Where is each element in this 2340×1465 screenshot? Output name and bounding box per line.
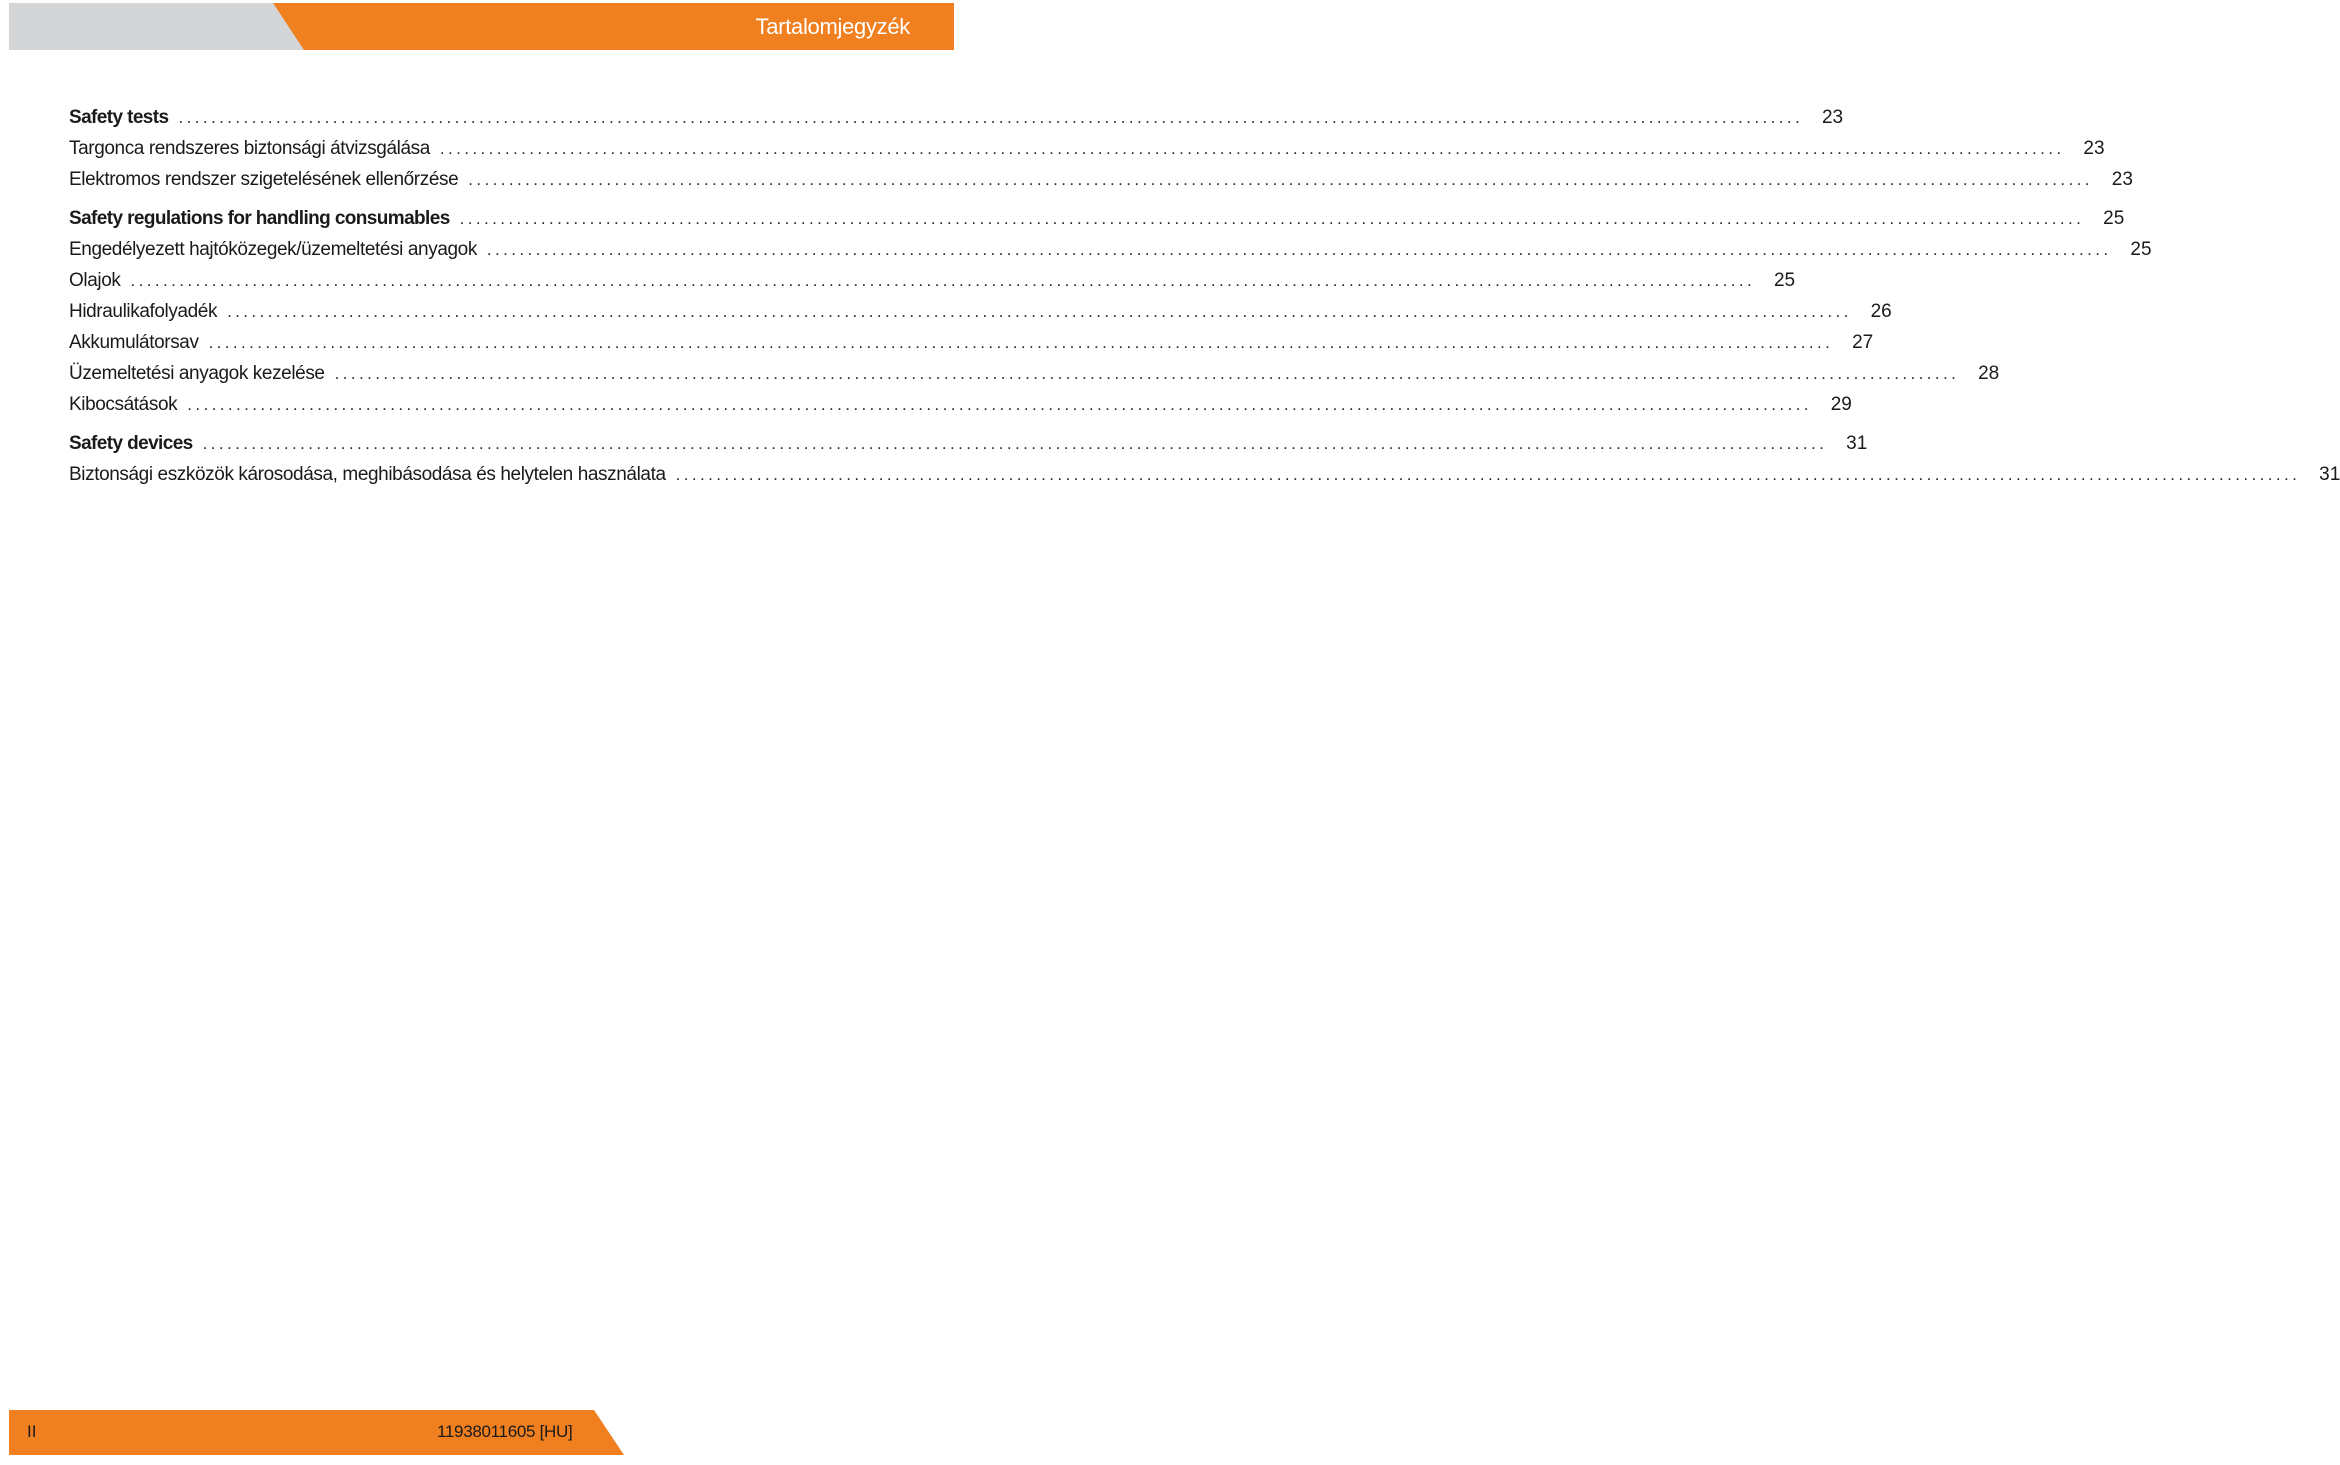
toc-entry-label: Elektromos rendszer szigetelésének ellenőrzése <box>69 169 459 190</box>
toc-page-number: 28 <box>1978 363 2000 384</box>
toc-entry-label: Hidraulikafolyadék <box>69 301 218 322</box>
toc-entry-row[interactable] <box>69 234 2152 265</box>
toc-page-number: 23 <box>1821 107 1844 128</box>
toc-entry-label: Kibocsátások <box>69 394 178 415</box>
toc-entry-label: Engedélyezett hajtóközegek/üzemeltetési anyagok <box>69 239 477 260</box>
table-of-contents <box>69 102 2340 490</box>
toc-section-row[interactable] <box>69 102 1844 133</box>
dot-leader: ........................................................................................................................................................................................................ <box>486 240 2112 259</box>
toc-page-number: 27 <box>1852 332 1874 353</box>
dot-leader: ........................................................................................................................................................................................................ <box>675 465 2301 484</box>
toc-section-row[interactable] <box>69 203 2125 234</box>
still-logo <box>780 1432 955 1458</box>
toc-entry-row[interactable] <box>69 327 1874 358</box>
toc-entry-label: Üzemeltetési anyagok kezelése <box>69 363 325 384</box>
dot-leader: ........................................................................................................................................................................................................ <box>130 271 1756 290</box>
toc-entry-label: Targonca rendszeres biztonsági átvizsgálása <box>69 138 430 159</box>
toc-section-label: Safety regulations for handling consumables <box>69 208 450 229</box>
toc-page-number: 23 <box>2111 169 2133 190</box>
toc-page-number: 31 <box>1846 433 1868 454</box>
footer-page-number: II <box>27 1422 37 1441</box>
toc-section-label: Safety devices <box>69 433 193 454</box>
dot-leader: ........................................................................................................................................................................................................ <box>459 209 2085 228</box>
toc-entry-row[interactable] <box>69 265 1796 296</box>
toc-page-number: 26 <box>1870 301 1892 322</box>
toc-section-label: Safety tests <box>69 107 169 128</box>
dot-leader: ........................................................................................................................................................................................................ <box>439 139 2065 158</box>
toc-entry-row[interactable] <box>69 358 2000 389</box>
toc-page-number: 31 <box>2319 464 2340 485</box>
toc-entry-row[interactable] <box>69 389 1852 420</box>
footer-document-code: 11938011605 [HU] <box>437 1422 573 1441</box>
dot-leader: ........................................................................................................................................................................................................ <box>178 108 1804 127</box>
dot-leader: ........................................................................................................................................................................................................ <box>468 170 2093 189</box>
dot-leader: ........................................................................................................................................................................................................ <box>208 333 1834 352</box>
dot-leader: ........................................................................................................................................................................................................ <box>202 434 1828 453</box>
toc-entry-label: Akkumulátorsav <box>69 332 199 353</box>
dot-leader: ........................................................................................................................................................................................................ <box>187 395 1812 414</box>
toc-entry-label: Olajok <box>69 270 121 291</box>
toc-section-row[interactable] <box>69 428 1868 459</box>
toc-page-number: 25 <box>2130 239 2152 260</box>
toc-entry-row[interactable] <box>69 164 2133 195</box>
toc-page-number: 25 <box>2103 208 2125 229</box>
dot-leader: ........................................................................................................................................................................................................ <box>227 302 1852 321</box>
toc-page-number: 29 <box>1830 394 1852 415</box>
page-title: Tartalomjegyzék <box>755 14 910 39</box>
dot-leader: ........................................................................................................................................................................................................ <box>334 364 1960 383</box>
toc-entry-row[interactable] <box>69 459 2340 490</box>
toc-entry-row[interactable] <box>69 296 1892 327</box>
toc-page-number: 25 <box>1773 270 1796 291</box>
toc-page-number: 23 <box>2083 138 2105 159</box>
toc-entry-row[interactable] <box>69 133 2105 164</box>
toc-entry-label: Biztonsági eszközök károsodása, meghibásodása és helytelen használata <box>69 464 666 485</box>
